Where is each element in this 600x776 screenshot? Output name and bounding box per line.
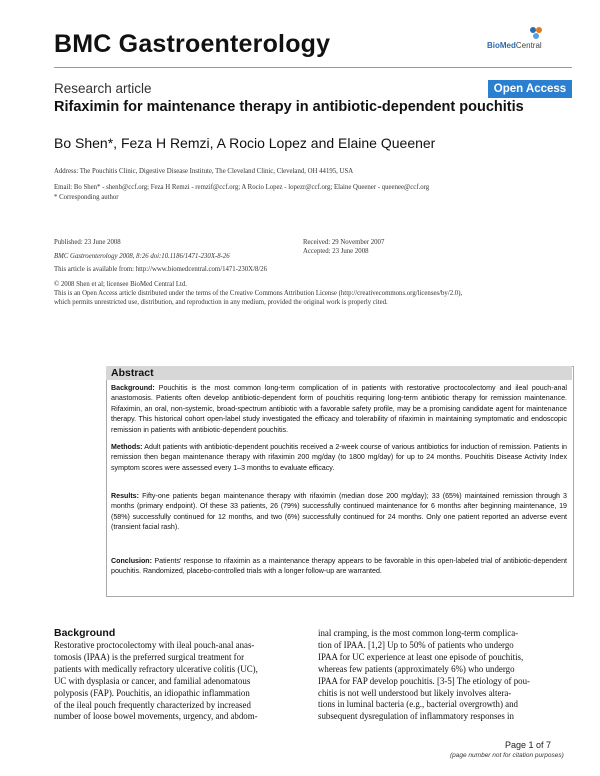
license-text-line-1[interactable]: This is an Open Access article distributed under the terms of the Creative Commons Attribution License (http://creativecommons.org/licenses/by/2.0),: [54, 290, 463, 297]
page-number: Page 1 of 7: [505, 740, 552, 750]
body-line: polyposis (FAP). Pouchitis, an idiopathic inflammation: [54, 687, 250, 698]
page-number-note: (page number not for citation purposes): [450, 752, 564, 759]
author-emails[interactable]: Email: Bo Shen* - shenb@ccf.org; Feza H Remzi - remzif@ccf.org; A Rocio Lopez - lopezr@ccf.org; Elaine Queener - queenee@ccf.org: [54, 184, 430, 191]
biomed-logo-icon: [529, 26, 543, 40]
body-line: tion of IPAA. [1,2] Up to 50% of patients who undergo: [318, 639, 514, 650]
article-title: Rifaximin for maintenance therapy in antibiotic-dependent pouchitis: [54, 99, 524, 115]
body-line: inal cramping, is the most common long-term complica-: [318, 628, 519, 638]
body-line: tions in luminal bacteria (e.g., bacterial overgrowth) and: [318, 699, 518, 710]
abstract-conclusion: Conclusion: Patients' response to rifaximin as a maintenance therapy appears to be favorable in this open-labeled trial of antibiotic-dependent pouchitis. Randomized, placebo-controlled trials with a longer follow-up are warranted.: [111, 557, 567, 576]
article-type: Research article: [54, 81, 152, 96]
body-line: number of loose bowel movements, urgency, and abdom-: [54, 711, 258, 722]
body-column-left: [54, 640, 309, 723]
body-column-right: [318, 628, 572, 723]
open-access-badge[interactable]: Open Access: [488, 80, 572, 98]
corresponding-author-note: * Corresponding author: [54, 194, 119, 201]
accepted-date: Accepted: 23 June 2008: [303, 248, 369, 255]
biomed-wordmark: BioMedCentral: [487, 41, 542, 50]
body-line: whereas few patients (approximately 6%) who undergo: [318, 663, 515, 674]
author-address: Address: The Pouchitis Clinic, Digestive Disease Institute, The Cleveland Clinic, Cleveland, OH 44195, USA: [54, 168, 354, 175]
received-date: Received: 29 November 2007: [303, 239, 385, 246]
article-url[interactable]: This article is available from: http://www.biomedcentral.com/1471-230X/8/26: [54, 266, 268, 273]
biomed-central-logo[interactable]: [487, 26, 567, 52]
journal-title: BMC Gastroenterology: [54, 30, 331, 58]
citation-doi: BMC Gastroenterology 2008, 8:26 doi:10.1186/1471-230X-8-26: [54, 253, 230, 260]
body-line: patients with medically refractory ulcerative colitis (UC),: [54, 663, 258, 674]
section-heading-background: Background: [54, 627, 116, 639]
copyright-notice: © 2008 Shen et al; licensee BioMed Central Ltd.: [54, 281, 187, 288]
body-line: IPAA for UC experience at least one episode of pouchitis,: [318, 651, 524, 662]
license-text-line-2: which permits unrestricted use, distribution, and reproduction in any medium, provided the original work is properly cited.: [54, 299, 388, 306]
abstract-results: Results: Fifty-one patients began maintenance therapy with rifaximin (median dose 200 mg/day); 33 (65%) maintained remission through 3 months (primary endpoint). Of these 33 patients, 26 (79%) successfully continued maintenance for 6 months after beginning maintenance, 19 (58%) successfully continued for 12 months, and two (6%) successfully continued for 24 months. Only one patient reported an adverse event (transient facial rash).: [111, 492, 567, 532]
body-line: of the ileal pouch frequently characterized by increased: [54, 699, 251, 710]
abstract-background: Background: Pouchitis is the most common long-term complication of in patients with restorative proctocolectomy and ileal pouch-anal anastomosis. Patients often develop antibiotic-dependent form of pouchitis requiring long-term antibiotic therapy for remission maintenance. Rifaximin, an oral, non-systemic, broad-spectrum antibiotic with a favorable safety profile, may be a promising candidate agent for maintenance therapy. This historical cohort open-label study investigated the efficacy and tolerability of rifaximin in maintaining symptomatic and endoscopic remission in patients with antibiotic-dependent pouchitis.: [111, 384, 567, 434]
abstract-header-bar: [106, 366, 572, 380]
body-line: UC with dysplasia or cancer, and familial adenomatous: [54, 675, 251, 686]
body-line: Restorative proctocolectomy with ileal pouch-anal anas-: [54, 640, 255, 650]
author-list: Bo Shen*, Feza H Remzi, A Rocio Lopez and Elaine Queener: [54, 135, 436, 151]
published-date: Published: 23 June 2008: [54, 239, 121, 246]
abstract-heading: Abstract: [111, 367, 154, 379]
body-line: tomosis (IPAA) is the preferred surgical treatment for: [54, 651, 245, 662]
abstract-methods: Methods: Adult patients with antibiotic-dependent pouchitis received a 2-week course of various antibiotics for induction of remission. Patients in remission then began maintenance therapy with rifaximin 200 mg/day (to 1800 mg/day) for up to 24 months. Pouchitis Disease Activity Index symptom scores were assessed every 1–3 months to evaluate efficacy.: [111, 443, 567, 472]
body-line: IPAA for FAP develop pouchitis. [3-5] The etiology of pou-: [318, 675, 530, 686]
header-divider: [54, 67, 572, 68]
body-line: chitis is not well understood but likely involves altera-: [318, 687, 512, 698]
body-line: subsequent dysregulation of inflammatory responses in: [318, 711, 514, 722]
